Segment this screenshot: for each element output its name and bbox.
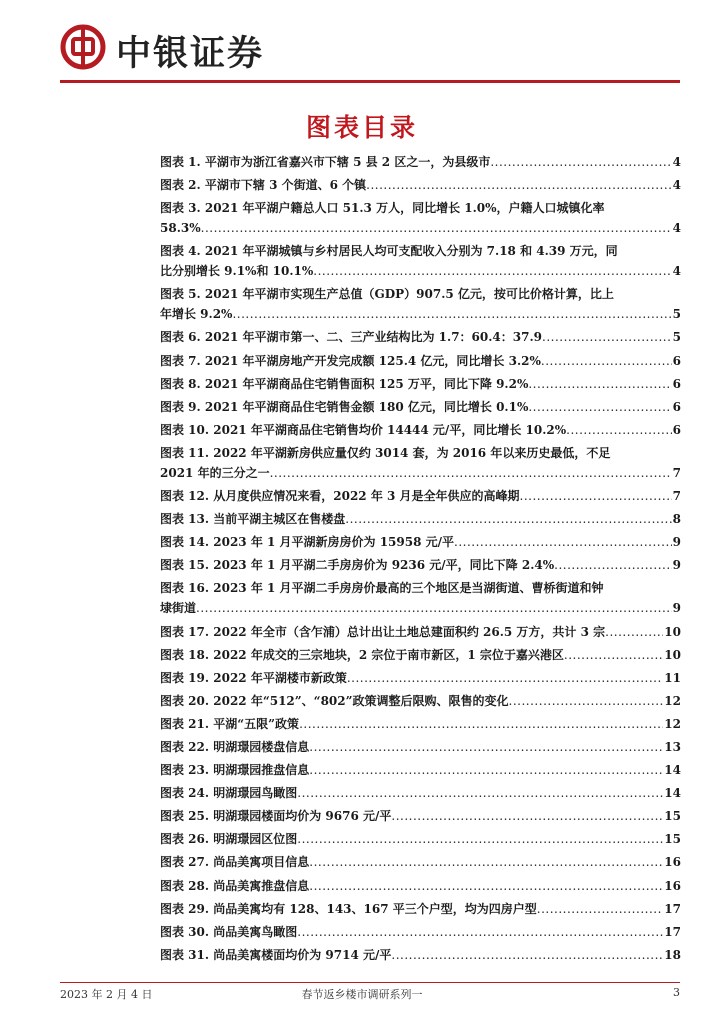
toc-entry-label: 图表 16. [160,581,210,596]
toc-entry-label: 图表 4. [160,244,201,259]
toc-leader-dots [520,486,672,506]
toc-entry-title: 明湖璟园楼盘信息 [213,739,310,754]
toc-entry-title: 从月度供应情况来看，2022 年 3 月是全年供应的高峰期 [213,489,520,504]
toc-entry-title-line1: 2021 年平湖市实现生产总值（GDP）907.5 亿元，按可比价格计算，比上 [204,287,614,302]
toc-leader-dots [366,175,672,195]
toc-leader-dots [299,714,663,734]
toc-entry-title: 2022 年“512”、“802”政策调整后限购、限售的变化 [213,693,509,708]
toc-entry[interactable] [160,152,681,172]
toc-entry-label: 图表 13. [160,512,210,527]
toc-leader-dots [490,152,671,172]
toc-entry[interactable] [160,351,681,371]
toc-entry-label: 图表 6. [160,330,201,345]
header-rule [60,80,680,83]
toc-entry[interactable] [160,555,681,575]
toc-entry[interactable] [160,783,681,803]
toc-entry-page: 17 [664,924,681,939]
toc-entry-page: 16 [664,855,681,870]
toc-entry[interactable] [160,443,681,483]
toc-entry-label: 图表 2. [160,178,201,193]
toc-title: 图表目录 [305,113,418,142]
toc-entry-title: 58.3% [160,221,201,236]
toc-entry-label: 图表 23. [160,763,210,778]
toc-entry-title: 明湖璟园鸟瞰图 [213,786,298,801]
toc-entry-page: 15 [664,832,681,847]
toc-entry-label: 图表 17. [160,624,210,639]
toc-entry[interactable] [160,578,681,618]
toc-leader-dots [528,397,671,417]
toc-entry-page: 14 [664,786,681,801]
toc-entry-label: 图表 7. [160,353,201,368]
toc-entry-title: 2021 年平湖市第一、二、三产业结构比为 1.7：60.4：37.9 [204,330,542,345]
toc-entry-title: 尚品美寓项目信息 [213,855,310,870]
toc-leader-dots [309,876,663,896]
toc-entry-title: 年增长 9.2% [160,307,233,322]
toc-entry-label: 图表 22. [160,739,210,754]
toc-leader-dots [541,351,672,371]
page-header [60,24,680,74]
toc-entry[interactable] [160,509,681,529]
toc-leader-dots [554,555,672,575]
toc-leader-dots [542,327,672,347]
footer-page-number: 3 [673,986,680,999]
toc-leader-dots [196,598,672,618]
toc-leader-dots [309,852,663,872]
toc-entry-page: 10 [664,647,681,662]
toc-entry[interactable] [160,241,681,281]
toc-entry-label: 图表 25. [160,809,210,824]
toc-entry-page: 5 [672,307,681,322]
toc-entry-page: 4 [672,155,681,169]
toc-entry[interactable] [160,899,681,919]
toc-entry[interactable] [160,829,681,849]
toc-entry-title: 埭街道 [160,601,197,616]
toc-leader-dots [309,760,663,780]
toc-entry-label: 图表 21. [160,716,210,731]
toc-entry-title: 2021 年平湖商品住宅销售均价 14444 元/平，同比增长 10.2% [213,422,567,437]
toc-entry[interactable] [160,486,681,506]
toc-entry-title-line1: 2023 年 1 月平湖二手房房价最高的三个地区是当湖街道、曹桥街道和钟 [213,581,604,596]
toc-entry-page: 10 [664,624,681,639]
toc-entry-title: 2022 年成交的三宗地块，2 宗位于南市新区，1 宗位于嘉兴港区 [213,647,564,662]
toc-entry-label: 图表 31. [160,947,210,962]
toc-entry-title: 尚品美寓均有 128、143、167 平三个户型，均为四房户型 [213,901,537,916]
toc-entry-page: 6 [672,353,681,368]
toc-entry-page: 9 [672,601,681,616]
toc-leader-dots [297,783,663,803]
toc-leader-dots [454,532,672,552]
toc-entry-label: 图表 11. [160,445,210,460]
toc-entry-title: 2022 年全市（含乍浦）总计出让土地总建面积约 26.5 万方，共计 3 宗 [213,624,606,639]
toc-leader-dots [391,806,663,826]
toc-leader-dots [297,829,663,849]
footer-series: 春节返乡楼市调研系列一 [301,988,423,1001]
toc-entry[interactable] [160,760,681,780]
toc-leader-dots [297,922,663,942]
toc-leader-dots [313,261,671,281]
toc-leader-dots [509,691,664,711]
toc-entry-page: 12 [664,716,681,731]
toc-entry-page: 15 [664,809,681,824]
toc-entry-title: 当前平湖主城区在售楼盘 [213,512,346,527]
toc-entry-page: 4 [672,178,681,193]
toc-entry-page: 8 [672,512,681,527]
toc-entry-title: 明湖璟园楼面均价为 9676 元/平 [213,809,392,824]
toc-entry[interactable] [160,532,681,552]
toc-entry-label: 图表 15. [160,558,210,573]
toc-entry-label: 图表 8. [160,376,201,391]
toc-entry-page: 11 [664,670,681,685]
toc-entry-title-line1: 2021 年平湖户籍总人口 51.3 万人，同比增长 1.0%，户籍人口城镇化率 [204,201,605,216]
toc-entry-page: 13 [664,739,681,754]
toc-entry-title: 2021 年的三分之一 [160,465,270,480]
toc-entry-label: 图表 24. [160,786,210,801]
toc-entry-page: 6 [672,399,681,414]
toc-entry-label: 图表 18. [160,647,210,662]
toc-leader-dots [537,899,664,919]
toc-list [160,152,681,968]
toc-entry[interactable] [160,397,681,417]
toc-entry[interactable] [160,737,681,757]
toc-entry-title: 尚品美寓楼面均价为 9714 元/平 [213,947,392,962]
toc-entry-title-line1: 2021 年平湖城镇与乡村居民人均可支配收入分别为 7.18 和 4.39 万元，同 [204,244,618,259]
toc-entry-label: 图表 9. [160,399,201,414]
toc-entry-page: 17 [664,901,681,916]
toc-entry-label: 图表 3. [160,201,201,216]
toc-entry-label: 图表 5. [160,287,201,302]
toc-entry-title: 平湖“五限”政策 [213,716,300,731]
toc-entry[interactable] [160,668,681,688]
toc-entry-page: 7 [672,465,681,480]
toc-entry-page: 6 [672,376,681,391]
toc-entry-page: 5 [672,330,681,345]
toc-entry-title: 尚品美寓鸟瞰图 [213,924,298,939]
toc-entry-title: 比分别增长 9.1%和 10.1% [160,264,314,279]
toc-entry-label: 图表 12. [160,489,210,504]
toc-leader-dots [270,463,672,483]
toc-entry-title: 2021 年平湖商品住宅销售面积 125 万平，同比下降 9.2% [204,376,529,391]
toc-entry[interactable] [160,327,681,347]
toc-entry[interactable] [160,374,681,394]
toc-leader-dots [566,420,672,440]
toc-entry-page: 9 [672,558,681,573]
toc-entry-title: 2023 年 1 月平湖新房房价为 15958 元/平 [213,535,455,550]
toc-entry-page: 12 [664,693,681,708]
toc-entry-page: 4 [672,221,681,236]
toc-entry-label: 图表 30. [160,924,210,939]
toc-entry[interactable] [160,945,681,965]
toc-entry-page: 6 [672,422,681,437]
toc-leader-dots [391,945,663,965]
toc-leader-dots [232,304,671,324]
bank-of-china-logo-icon [60,24,106,70]
toc-entry-title: 平湖市为浙江省嘉兴市下辖 5 县 2 区之一，为县级市 [204,155,491,169]
toc-entry-page: 14 [664,763,681,778]
toc-entry[interactable] [160,852,681,872]
toc-entry-title: 明湖璟园推盘信息 [213,763,310,778]
toc-entry[interactable] [160,714,681,734]
toc-entry-label: 图表 19. [160,670,210,685]
toc-entry-title: 平湖市下辖 3 个街道、6 个镇 [204,178,367,193]
toc-entry[interactable] [160,284,681,324]
toc-entry-page: 4 [672,264,681,279]
toc-leader-dots [201,218,672,238]
toc-entry-label: 图表 14. [160,535,210,550]
toc-entry-label: 图表 1. [160,155,201,169]
toc-entry[interactable] [160,175,681,195]
toc-entry[interactable] [160,806,681,826]
toc-entry-title: 2021 年平湖房地产开发完成额 125.4 亿元，同比增长 3.2% [204,353,541,368]
toc-entry-page: 16 [664,878,681,893]
toc-entry-title-line1: 2022 年平湖新房供应量仅约 3014 套，为 2016 年以来历史最低，不足 [213,445,611,460]
toc-leader-dots [528,374,671,394]
toc-entry[interactable] [160,691,681,711]
toc-entry-label: 图表 26. [160,832,210,847]
toc-entry[interactable] [160,645,681,665]
toc-entry-label: 图表 28. [160,878,210,893]
toc-entry-title: 尚品美寓推盘信息 [213,878,310,893]
toc-entry-label: 图表 10. [160,422,210,437]
toc-entry-label: 图表 27. [160,855,210,870]
toc-entry[interactable] [160,420,681,440]
toc-entry-title: 明湖璟园区位图 [213,832,298,847]
toc-entry[interactable] [160,198,681,238]
toc-leader-dots [564,645,663,665]
toc-leader-dots [345,509,671,529]
footer-date: 2023 年 2 月 4 日 [60,988,153,1001]
toc-entry-title: 2023 年 1 月平湖二手房房价为 9236 元/平，同比下降 2.4% [213,558,555,573]
toc-leader-dots [309,737,663,757]
brand-name: 中银证券 [116,34,265,74]
toc-entry-page: 7 [672,489,681,504]
toc-entry-title: 2021 年平湖商品住宅销售金额 180 亿元，同比增长 0.1% [204,399,529,414]
toc-entry-page: 18 [664,947,681,962]
toc-entry[interactable] [160,876,681,896]
footer-rule [60,982,680,983]
toc-entry[interactable] [160,922,681,942]
toc-entry-label: 图表 29. [160,901,210,916]
toc-entry-title: 2022 年平湖楼市新政策 [213,670,347,685]
toc-leader-dots [347,668,663,688]
toc-entry[interactable] [160,622,681,642]
toc-entry-page: 9 [672,535,681,550]
toc-leader-dots [605,622,663,642]
toc-entry-label: 图表 20. [160,693,210,708]
